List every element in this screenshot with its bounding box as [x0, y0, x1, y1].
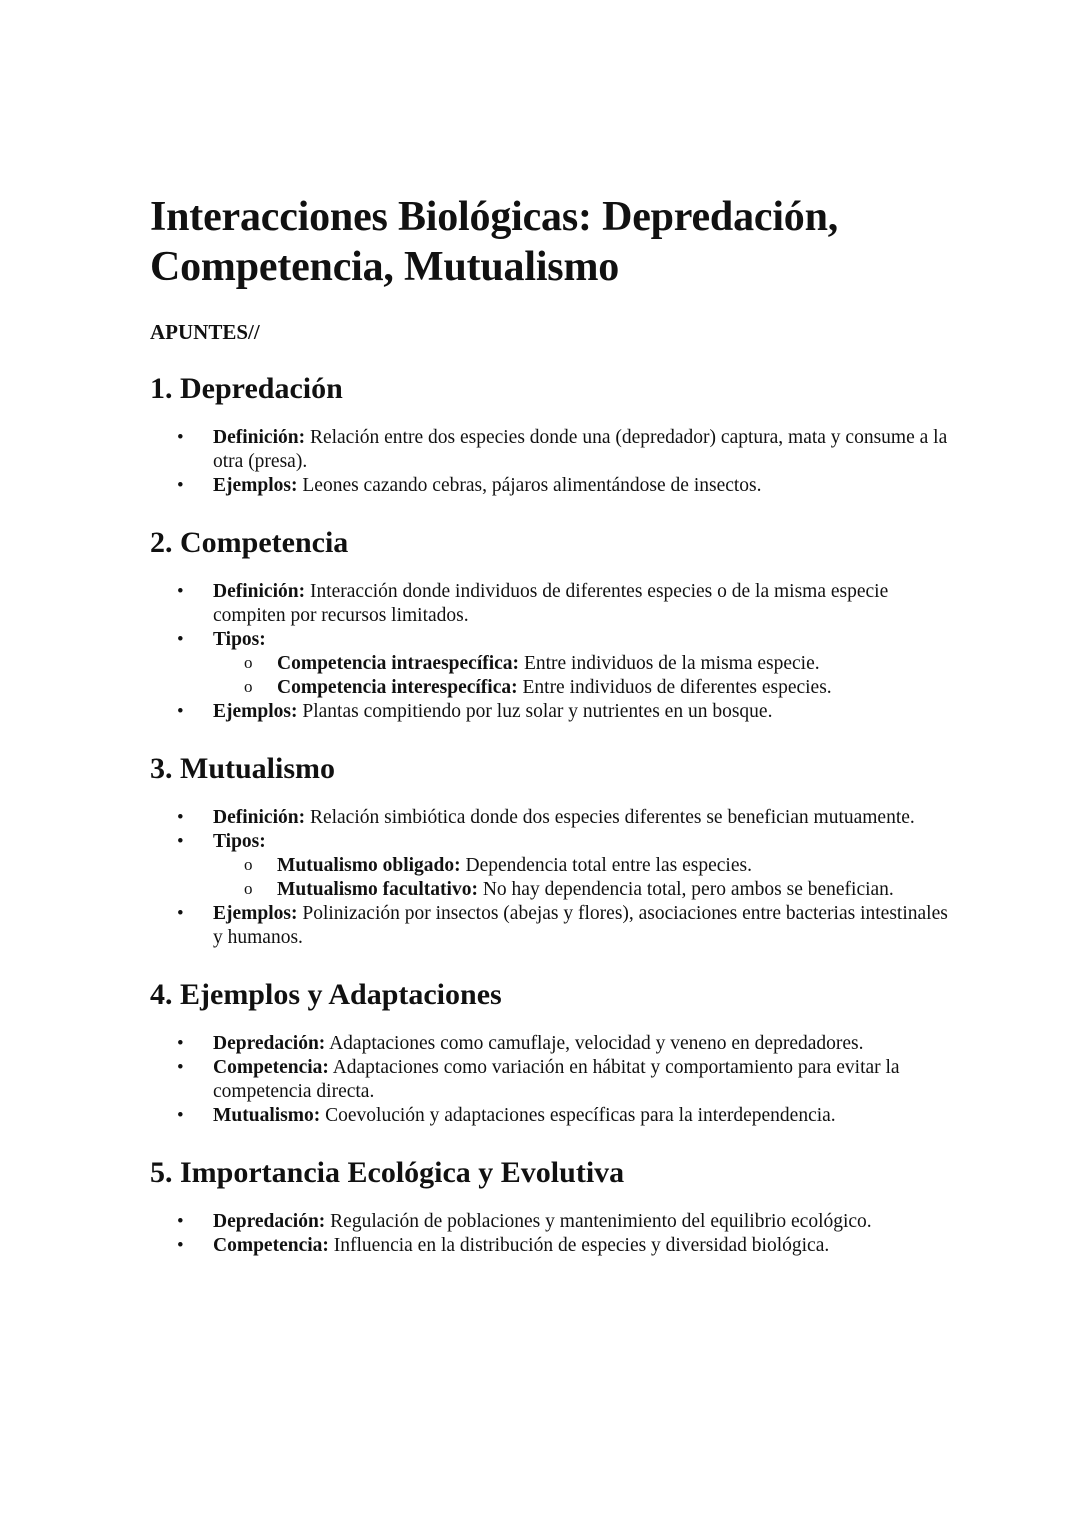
list-item — [150, 426, 950, 474]
list-item — [150, 700, 950, 724]
item-label: Definición: — [213, 581, 306, 602]
section-heading-competencia: 2. Competencia — [150, 526, 349, 559]
list-item — [150, 628, 950, 700]
item-label: Tipos: — [213, 629, 266, 650]
list-item — [150, 580, 950, 628]
list-item — [150, 474, 950, 498]
section-heading-mutualismo: 3. Mutualismo — [150, 752, 336, 785]
section-heading-depredacion: 1. Depredación — [150, 372, 343, 405]
sub-list-item — [213, 854, 950, 878]
list-item — [150, 1032, 950, 1056]
item-label: Ejemplos: — [213, 701, 298, 722]
item-text: Relación entre dos especies donde una (depredador) captura, mata y consume a la otra (presa). — [213, 427, 948, 472]
section-heading-ejemplos-adaptaciones: 4. Ejemplos y Adaptaciones — [150, 978, 502, 1011]
list-item — [150, 1056, 950, 1104]
item-label: Definición: — [213, 807, 306, 828]
item-label: Ejemplos: — [213, 475, 298, 496]
item-label: Mutualismo obligado: — [277, 855, 461, 876]
item-text: Adaptaciones como camuflaje, velocidad y veneno en depredadores. — [325, 1033, 864, 1054]
sub-list — [213, 652, 950, 700]
item-text: No hay dependencia total, pero ambos se benefician. — [477, 879, 894, 900]
item-label: Depredación: — [213, 1211, 326, 1232]
item-text: Entre individuos de diferentes especies. — [517, 677, 832, 698]
item-text: Leones cazando cebras, pájaros alimentándose de insectos. — [297, 475, 762, 496]
item-label: Competencia: — [213, 1057, 329, 1078]
sub-list — [213, 854, 950, 902]
item-text: Plantas compitiendo por luz solar y nutrientes en un bosque. — [297, 701, 773, 722]
item-text: Dependencia total entre las especies. — [460, 855, 752, 876]
item-label: Competencia intraespecífica: — [277, 653, 520, 674]
item-text: Influencia en la distribución de especies y diversidad biológica. — [328, 1235, 830, 1256]
section-list-mutualismo — [150, 806, 950, 950]
item-text: Polinización por insectos (abejas y flores), asociaciones entre bacterias intestinales y humanos. — [213, 903, 948, 948]
sub-list-item — [213, 676, 950, 700]
item-label: Mutualismo facultativo: — [277, 879, 478, 900]
item-text: Relación simbiótica donde dos especies diferentes se benefician mutuamente. — [305, 807, 915, 828]
item-label: Ejemplos: — [213, 903, 298, 924]
item-text: Adaptaciones como variación en hábitat y comportamiento para evitar la competencia directa. — [213, 1057, 900, 1102]
list-item — [150, 1210, 950, 1234]
item-label: Depredación: — [213, 1033, 326, 1054]
list-item — [150, 830, 950, 902]
section-list-depredacion — [150, 426, 950, 498]
sub-list-item — [213, 878, 950, 902]
section-heading-importancia: 5. Importancia Ecológica y Evolutiva — [150, 1156, 625, 1189]
section-list-importancia — [150, 1210, 950, 1258]
document-subtitle: APUNTES// — [150, 320, 260, 344]
item-text: Entre individuos de la misma especie. — [519, 653, 820, 674]
item-text: Interacción donde individuos de diferentes especies o de la misma especie compiten por recursos limitados. — [213, 581, 889, 626]
list-item — [150, 806, 950, 830]
section-list-competencia — [150, 580, 950, 724]
list-item — [150, 1104, 950, 1128]
item-label: Mutualismo: — [213, 1105, 321, 1126]
item-text: Regulación de poblaciones y mantenimiento del equilibrio ecológico. — [325, 1211, 872, 1232]
item-label: Competencia: — [213, 1235, 329, 1256]
list-item — [150, 1234, 950, 1258]
item-label: Definición: — [213, 427, 306, 448]
list-item — [150, 902, 950, 950]
item-text: Coevolución y adaptaciones específicas para la interdependencia. — [320, 1105, 836, 1126]
document-content — [150, 192, 950, 1285]
item-label: Competencia interespecífica: — [277, 677, 518, 698]
section-list-ejemplos-adaptaciones — [150, 1032, 950, 1128]
item-label: Tipos: — [213, 831, 266, 852]
sub-list-item — [213, 652, 950, 676]
document-title: Interacciones Biológicas: Depredación, Competencia, Mutualismo — [150, 194, 839, 290]
